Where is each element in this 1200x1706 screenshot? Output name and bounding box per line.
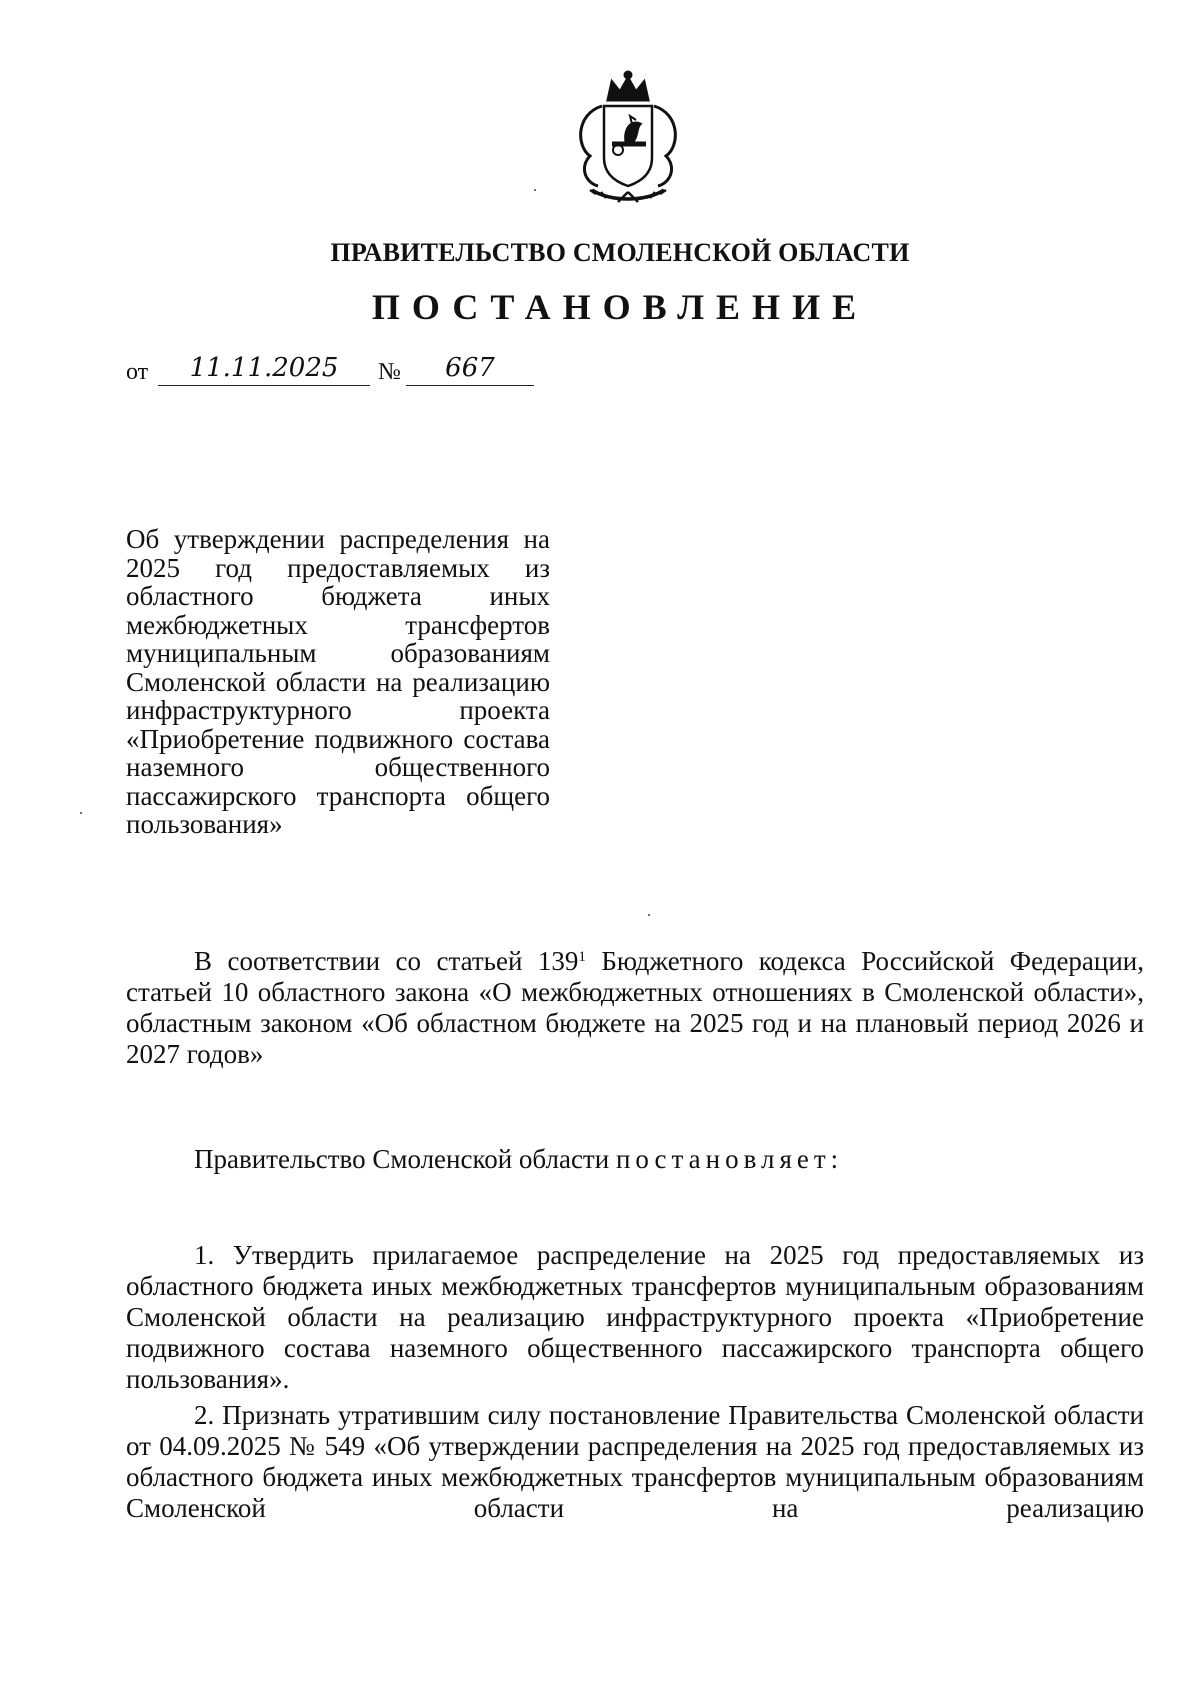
document-date: 11.11.2025	[158, 355, 370, 386]
date-from-label: от	[126, 359, 149, 385]
article-superscript: 1	[578, 949, 586, 965]
resolves-verb: постановляет:	[615, 1144, 844, 1174]
scan-speck	[534, 189, 536, 191]
document-type-title: ПОСТАНОВЛЕНИЕ	[371, 287, 869, 327]
resolves-paragraph	[126, 1144, 1144, 1175]
scan-speck	[80, 812, 82, 814]
preamble-rest: Бюджетного кодекса Российской Федерации, статьей 10 областного закона «О межбюджетных отношениях в Смоленской области», областным законом «Об областном бюджете на 2025 год и на плановый период 2026 и 2027 годов»	[126, 946, 1145, 1069]
resolves-subject: Правительство Смоленской области	[194, 1144, 610, 1174]
preamble-start: В соответствии со статьей 139	[194, 946, 579, 976]
coat-of-arms-icon	[566, 70, 690, 206]
item-2-paragraph: 2. Признать утратившим силу постановление Правительства Смоленской области от 04.09.2025 № 549 «Об утверждении распределения на 2025 год предоставляемых из областного бюджета иных межбюджетных трансфертов муниципальным образованиям Смоленской области на реализацию	[126, 1400, 1144, 1523]
item-1-paragraph: 1. Утвердить прилагаемое распределение на 2025 год предоставляемых из областного бюджета иных межбюджетных трансфертов муниципальным образованиям Смоленской области на реализацию инфраструктурного проекта «Приобретение подвижного состава наземного общественного пассажирского транспорта общего пользования».	[126, 1240, 1144, 1394]
document-number: 667	[406, 355, 534, 386]
document-subject: Об утверждении распределения на 2025 год предоставляемых из областного бюджета иных межбюджетных трансфертов муниципальным образованиям Смоленской области на реализацию инфраструктурного проекта «Приобретение подвижного состава наземного общественного пассажирского транспорта общего пользования»	[126, 524, 550, 839]
scan-speck	[648, 914, 650, 916]
number-label: №	[378, 359, 401, 385]
preamble-paragraph	[126, 946, 1144, 1070]
organization-title: ПРАВИТЕЛЬСТВО СМОЛЕНСКОЙ ОБЛАСТИ	[330, 238, 910, 267]
